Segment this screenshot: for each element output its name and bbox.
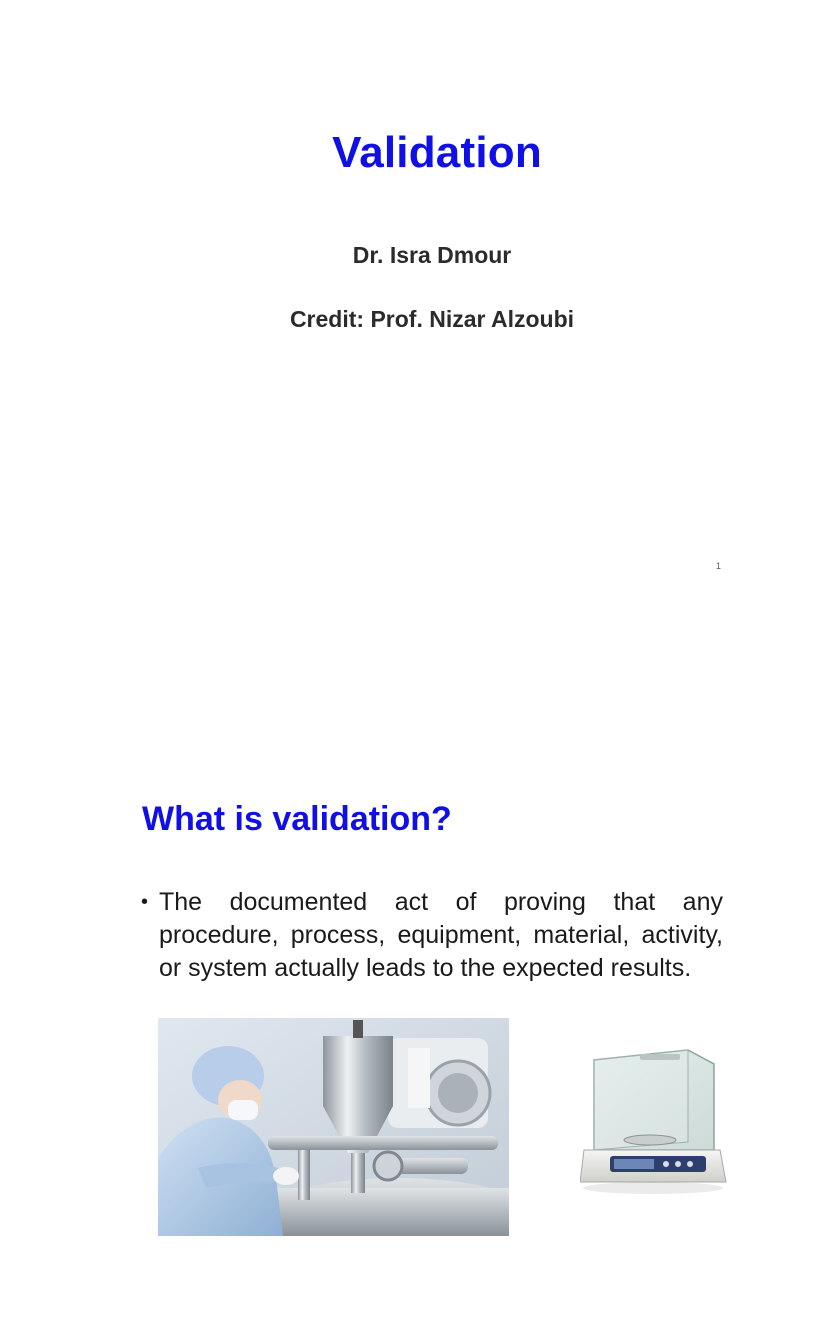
page-number: 1	[716, 561, 722, 571]
lab-worker-photo	[158, 1018, 509, 1236]
analytical-balance-illustration	[580, 1042, 728, 1198]
lab-worker-illustration	[158, 1018, 509, 1236]
slide-2	[0, 760, 828, 1337]
author-name: Dr. Isra Dmour	[352, 242, 512, 268]
bullet-list	[141, 886, 723, 985]
analytical-balance-photo	[580, 1042, 728, 1198]
bullet-item	[141, 886, 723, 985]
slide-title: Validation	[332, 128, 542, 177]
slide-heading: What is validation?	[142, 800, 452, 838]
slide-1	[0, 0, 828, 640]
bullet-icon: •	[141, 891, 149, 913]
bullet-text: The documented act of proving that any procedure, process, equipment, material, activity, or system actually leads to the expected results.	[159, 888, 723, 982]
credit-line: Credit: Prof. Nizar Alzoubi	[289, 306, 575, 332]
